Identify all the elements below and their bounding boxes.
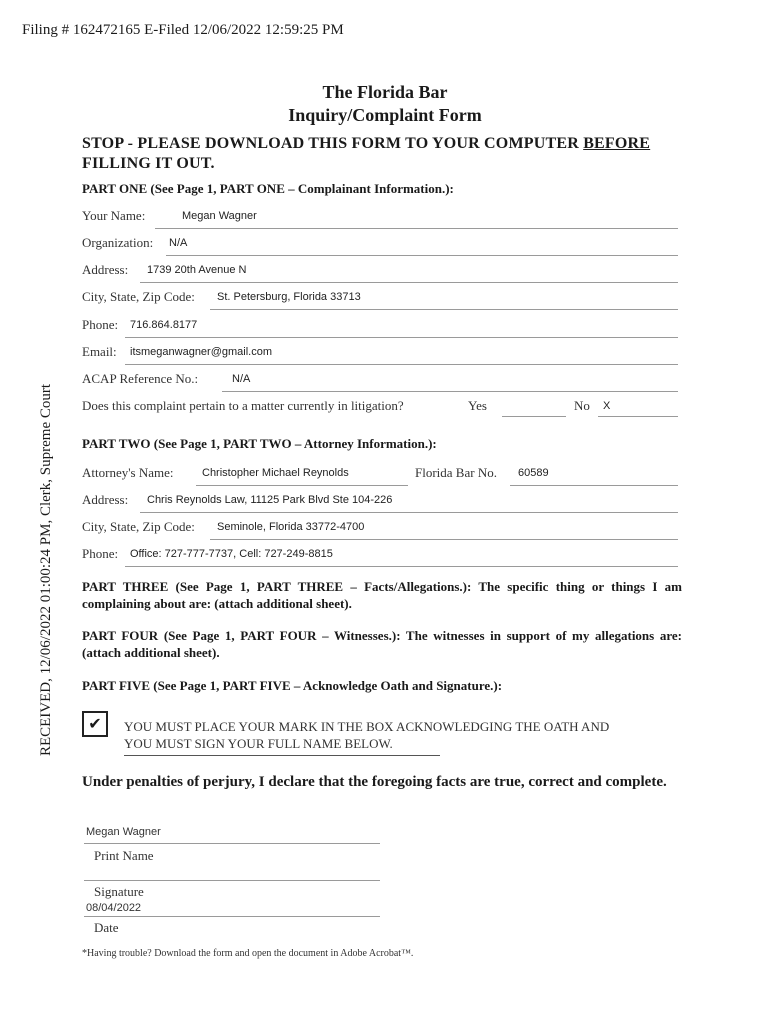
attorney-address-underline <box>140 512 678 513</box>
part-five-heading: PART FIVE (See Page 1, PART FIVE – Acknowledge Oath and Signature.): <box>82 678 503 693</box>
part-one-heading: PART ONE (See Page 1, PART ONE – Complainant Information.): <box>82 181 454 196</box>
litigation-yes-label: Yes <box>468 398 487 413</box>
date-underline <box>84 916 380 917</box>
florida-bar-no-label: Florida Bar No. <box>415 465 497 480</box>
signature-label: Signature <box>94 884 144 899</box>
acap-reference-underline <box>222 391 678 392</box>
attorney-city-label: City, State, Zip Code: <box>82 519 195 534</box>
your-name-row <box>82 208 145 224</box>
date-label: Date <box>94 920 119 935</box>
oath-underline <box>124 755 440 756</box>
your-name-underline <box>155 228 678 229</box>
organization-field[interactable]: N/A <box>169 237 188 249</box>
part-three-text: PART THREE (See Page 1, PART THREE – Facts/Allegations.): The specific thing or things I am complaining about are: (attach additional sheet). <box>82 579 682 611</box>
address-label: Address: <box>82 262 129 277</box>
litigation-no-underline <box>598 416 678 417</box>
attorney-phone-label: Phone: <box>82 546 119 561</box>
attorney-city-underline <box>210 539 678 540</box>
attorney-phone-field[interactable]: Office: 727-777-7737, Cell: 727-249-8815 <box>130 548 333 560</box>
attorney-address-field[interactable]: Chris Reynolds Law, 11125 Park Blvd Ste 104-226 <box>147 494 393 506</box>
email-label: Email: <box>82 344 117 359</box>
phone-field[interactable]: 716.864.8177 <box>130 319 198 331</box>
attorney-address-label: Address: <box>82 492 129 507</box>
stop-notice-emphasis: BEFORE <box>583 135 651 152</box>
city-state-zip-field[interactable]: St. Petersburg, Florida 33713 <box>217 291 361 303</box>
your-name-label: Your Name: <box>82 208 146 223</box>
date-field[interactable]: 08/04/2022 <box>86 902 142 914</box>
address-underline <box>140 282 678 283</box>
form-title: The Florida Bar <box>322 82 448 102</box>
oath-instruction <box>124 718 684 752</box>
florida-bar-no-underline <box>510 485 678 486</box>
stop-notice-suffix: FILLING IT OUT. <box>82 155 215 172</box>
litigation-question: Does this complaint pertain to a matter currently in litigation? <box>82 398 404 413</box>
attorney-city-field[interactable]: Seminole, Florida 33772-4700 <box>217 521 365 533</box>
received-stamp: RECEIVED, 12/06/2022 01:00:24 PM, Clerk, Supreme Court <box>38 383 54 757</box>
acap-reference-field[interactable]: N/A <box>232 373 251 385</box>
email-underline <box>125 364 678 365</box>
attorney-name-label: Attorney's Name: <box>82 465 174 480</box>
litigation-no-label: No <box>574 398 590 413</box>
your-name-field[interactable]: Megan Wagner <box>182 210 257 222</box>
address-field[interactable]: 1739 20th Avenue N <box>147 264 247 276</box>
print-name-underline <box>84 843 380 844</box>
part-four-text: PART FOUR (See Page 1, PART FOUR – Witnesses.): The witnesses in support of my allegations are: (attach additional sheet). <box>82 628 682 660</box>
signature-underline <box>84 880 380 881</box>
litigation-no-field[interactable]: X <box>603 400 611 412</box>
phone-underline <box>125 337 678 338</box>
organization-underline <box>166 255 678 256</box>
oath-instruction-line1: YOU MUST PLACE YOUR MARK IN THE BOX ACKNOWLEDGING THE OATH AND <box>124 719 610 734</box>
organization-label: Organization: <box>82 235 154 250</box>
attorney-phone-underline <box>125 566 678 567</box>
part-two-heading: PART TWO (See Page 1, PART TWO – Attorney Information.): <box>82 436 437 451</box>
acap-reference-label: ACAP Reference No.: <box>82 371 199 386</box>
phone-label: Phone: <box>82 317 119 332</box>
stop-notice-prefix: STOP - PLEASE DOWNLOAD THIS FORM TO YOUR COMPUTER <box>82 135 584 152</box>
florida-bar-no-field[interactable]: 60589 <box>518 467 549 479</box>
attorney-name-underline <box>196 485 408 486</box>
print-name-field[interactable]: Megan Wagner <box>86 826 161 838</box>
attorney-name-field[interactable]: Christopher Michael Reynolds <box>202 467 349 479</box>
print-name-label: Print Name <box>94 848 154 863</box>
filing-stamp: Filing # 162472165 E-Filed 12/06/2022 12:59:25 PM <box>22 22 344 38</box>
form-subtitle: Inquiry/Complaint Form <box>288 105 482 125</box>
oath-instruction-line2: YOU MUST SIGN YOUR FULL NAME BELOW. <box>124 736 393 751</box>
litigation-yes-underline <box>502 416 566 417</box>
perjury-declaration: Under penalties of perjury, I declare that the foregoing facts are true, correct and complete. <box>82 774 667 790</box>
acrobat-help-note: *Having trouble? Download the form and open the document in Adobe Acrobat™. <box>82 948 414 959</box>
city-state-zip-label: City, State, Zip Code: <box>82 289 195 304</box>
oath-checkbox[interactable]: ✔ <box>82 711 108 737</box>
city-state-zip-underline <box>210 309 678 310</box>
email-field[interactable]: itsmeganwagner@gmail.com <box>130 346 273 358</box>
stop-notice <box>82 134 702 174</box>
